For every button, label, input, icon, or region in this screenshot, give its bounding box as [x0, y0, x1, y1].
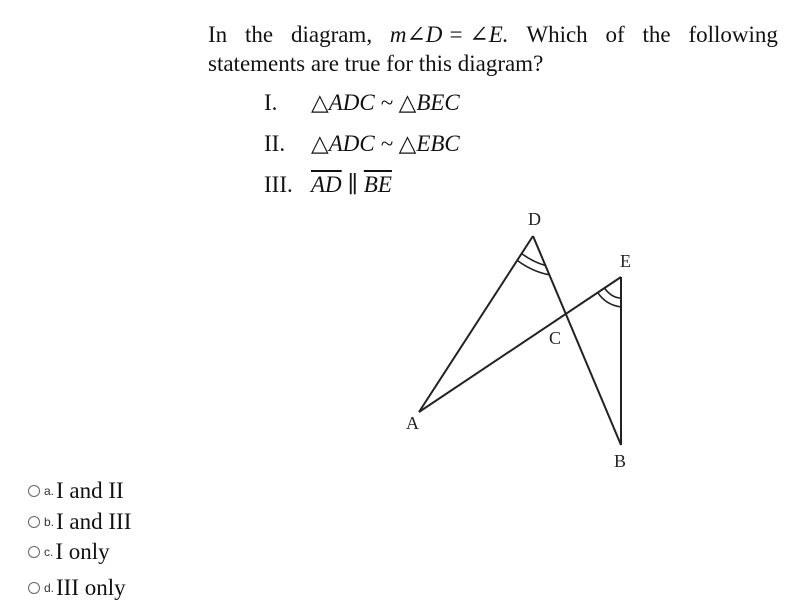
- radio-button[interactable]: [28, 546, 40, 558]
- option-text: I and III: [56, 509, 132, 534]
- option-d[interactable]: [28, 575, 126, 601]
- radio-button[interactable]: [28, 516, 40, 528]
- segment-a-e: [419, 277, 621, 412]
- label-d: D: [528, 209, 541, 229]
- question-word: Which: [526, 22, 588, 47]
- angle-arc-e-inner: [604, 288, 621, 298]
- option-letter: d.: [44, 581, 55, 595]
- segment-ad: $\overline{AD}$: [311, 172, 342, 197]
- option-a[interactable]: [28, 478, 124, 504]
- option-letter: c.: [44, 545, 54, 559]
- statement-text: △ADC ~ △EBC: [311, 131, 460, 156]
- option-c[interactable]: [28, 539, 110, 565]
- label-c: C: [549, 328, 562, 348]
- label-e: E: [620, 251, 631, 271]
- option-text: I and II: [56, 478, 124, 503]
- radio-button[interactable]: [28, 582, 40, 594]
- question-word: the: [642, 22, 671, 47]
- statement-text: △ADC ~ △BEC: [311, 90, 460, 115]
- option-text: I only: [55, 539, 110, 564]
- question-word: the: [245, 22, 274, 47]
- question-word: In: [208, 22, 228, 47]
- question-word: diagram,: [290, 22, 373, 47]
- question-word: of: [605, 22, 625, 47]
- label-a: A: [406, 413, 419, 433]
- statement-number: I.: [264, 90, 278, 115]
- label-b: B: [614, 451, 627, 471]
- segment-a-d: [419, 236, 533, 412]
- question-line-2: statements are true for this diagram?: [208, 51, 544, 76]
- option-text: III only: [56, 575, 126, 600]
- statement-number: II.: [264, 131, 286, 156]
- question-word: following: [688, 22, 778, 47]
- option-letter: b.: [44, 515, 55, 529]
- segment-be: $\overline{BE}$: [363, 172, 392, 197]
- statement-number: III.: [264, 172, 293, 197]
- parallel-symbol: ∥: [341, 172, 364, 197]
- angle-arc-e-outer: [598, 293, 621, 307]
- option-b[interactable]: [28, 509, 131, 535]
- question-math: m∠D = ∠E.: [389, 22, 509, 47]
- option-letter: a.: [44, 484, 55, 498]
- radio-button[interactable]: [28, 485, 40, 497]
- segment-d-b: [533, 236, 621, 445]
